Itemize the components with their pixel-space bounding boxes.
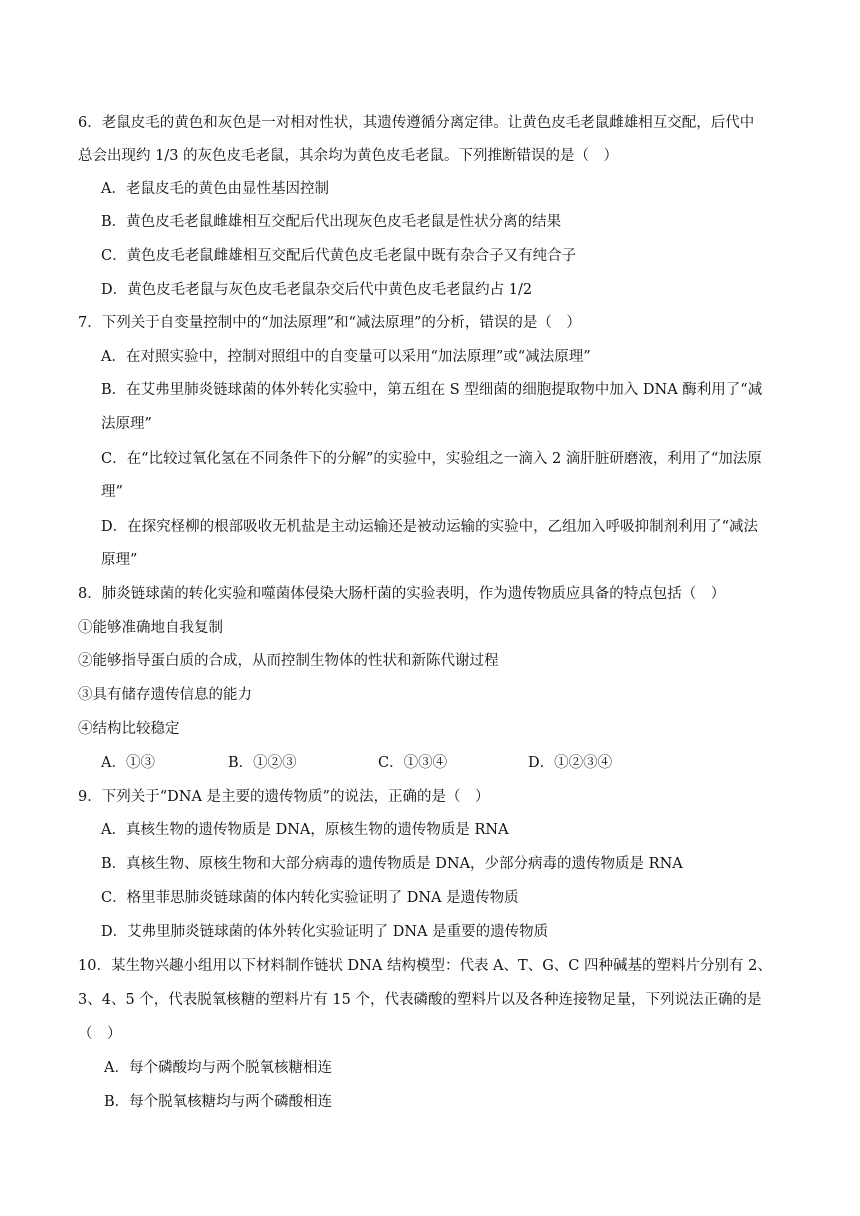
question-9-option-c: C．格里菲思肺炎链球菌的体内转化实验证明了 DNA 是遗传物质 (101, 890, 519, 906)
question-7-option-c-line-2: 理” (101, 484, 123, 500)
question-6-option-a: A．老鼠皮毛的黄色由显性基因控制 (101, 181, 329, 197)
question-8-condition-2: ②能够指导蛋白质的合成，从而控制生物体的性状和新陈代谢过程 (78, 653, 499, 669)
question-8-condition-1: ①能够准确地自我复制 (78, 620, 223, 636)
question-10-option-a: A．每个磷酸均与两个脱氧核糖相连 (104, 1060, 332, 1076)
question-7-stem: 7．下列关于自变量控制中的“加法原理”和“减法原理”的分析，错误的是（ ） (78, 315, 581, 331)
question-7-option-c-line-1: C．在“比较过氧化氢在不同条件下的分解”的实验中，实验组之一滴入 2 滴肝脏研磨液，利用了“加法原 (101, 451, 762, 467)
question-10-stem-line-3: （ ） (78, 1026, 122, 1042)
question-10-stem-line-2: 3、4、5 个，代表脱氧核糖的塑料片有 15 个，代表磷酸的塑料片以及各种连接物足量，下列说法正确的是 (78, 992, 762, 1008)
question-7-option-d-line-2: 原理” (101, 552, 138, 568)
question-6-option-d: D．黄色皮毛老鼠与灰色皮毛老鼠杂交后代中黄色皮毛老鼠约占 1/2 (101, 282, 533, 298)
question-8-option-a: A．①③ (101, 755, 155, 771)
question-8-condition-3: ③具有储存遗传信息的能力 (78, 687, 252, 703)
question-8-option-d: D．①②③④ (528, 755, 613, 771)
question-7-option-b-line-1: B．在艾弗里肺炎链球菌的体外转化实验中，第五组在 S 型细菌的细胞提取物中加入 DNA 酶利用了“减 (101, 382, 763, 398)
question-8-option-b: B．①②③ (228, 755, 297, 771)
question-6-stem-line-1: 6．老鼠皮毛的黄色和灰色是一对相对性状，其遗传遵循分离定律。让黄色皮毛老鼠雌雄相互交配，后代中 (78, 115, 755, 131)
question-9-option-b: B．真核生物、原核生物和大部分病毒的遗传物质是 DNA，少部分病毒的遗传物质是 RNA (101, 856, 683, 872)
question-8-condition-4: ④结构比较稳定 (78, 721, 180, 737)
question-7-option-d-line-1: D．在探究柽柳的根部吸收无机盐是主动运输还是被动运输的实验中，乙组加入呼吸抑制剂利用了“减法 (101, 519, 759, 535)
question-6-option-c: C．黄色皮毛老鼠雌雄相互交配后代黄色皮毛老鼠中既有杂合子又有纯合子 (101, 248, 577, 264)
question-9-stem: 9．下列关于“DNA 是主要的遗传物质”的说法，正确的是（ ） (78, 789, 490, 805)
question-6-stem-line-2: 总会出现约 1/3 的灰色皮毛老鼠，其余均为黄色皮毛老鼠。下列推断错误的是（ ） (78, 148, 619, 164)
question-9-option-a: A．真核生物的遗传物质是 DNA，原核生物的遗传物质是 RNA (101, 822, 509, 838)
question-10-option-b: B．每个脱氧核糖均与两个磷酸相连 (104, 1094, 333, 1110)
question-9-option-d: D．艾弗里肺炎链球菌的体外转化实验证明了 DNA 是重要的遗传物质 (101, 924, 549, 940)
question-7-option-a: A．在对照实验中，控制对照组中的自变量可以采用“加法原理”或“减法原理” (101, 349, 591, 365)
question-8-option-c: C．①③④ (378, 755, 448, 771)
question-10-stem-line-1: 10．某生物兴趣小组用以下材料制作链状 DNA 结构模型：代表 A、T、G、C 四种碱基的塑料片分别有 2、 (78, 958, 772, 974)
question-6-option-b: B．黄色皮毛老鼠雌雄相互交配后代出现灰色皮毛老鼠是性状分离的结果 (101, 214, 562, 230)
question-8-stem: 8．肺炎链球菌的转化实验和噬菌体侵染大肠杆菌的实验表明，作为遗传物质应具备的特点包括（ ） (78, 586, 726, 602)
question-7-option-b-line-2: 法原理” (101, 416, 152, 432)
